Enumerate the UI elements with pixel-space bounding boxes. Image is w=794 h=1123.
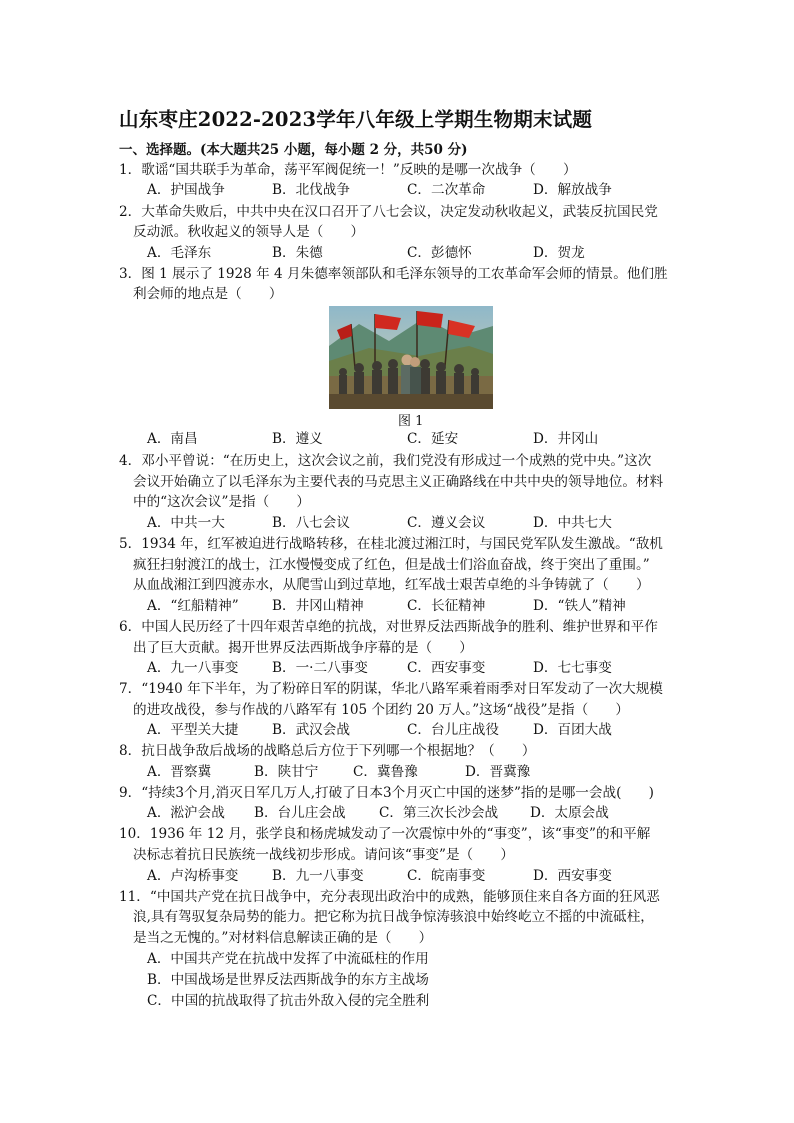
figure-1-caption: 图 1 [398, 414, 424, 429]
option-d: D．百团大战 [533, 722, 612, 738]
section-heading: 一、选择题。(本大题共25 小题，每小题 2 分，共50 分) [119, 142, 468, 158]
option-b: B．朱德 [272, 245, 323, 261]
question-5-stem: 5．1934 年，红军被迫进行战略转移，在桂北渡过湘江时，与国民党军队发生激战。“敌机 [119, 536, 663, 552]
option-b: B．八七会议 [272, 515, 350, 531]
option-a: A．中共一大 [147, 515, 225, 531]
question-2-stem-cont: 反动派。秋收起义的领导人是（ ） [133, 224, 365, 240]
option-c: C．第三次长沙会战 [379, 805, 499, 821]
question-6-stem: 6．中国人民历经了十四年艰苦卓绝的抗战，对世界反法西斯战争的胜利、维护世界和平作 [119, 619, 658, 635]
question-4-stem-cont: 会议开始确立了以毛泽东为主要代表的马克思主义正确路线在中共中央的领导地位。材料 [133, 474, 664, 490]
question-6-stem-cont: 出了巨大贡献。揭开世界反法西斯战争序幕的是（ ） [133, 640, 473, 656]
option-d: D．解放战争 [533, 182, 612, 198]
exam-title: 山东枣庄2022-2023学年八年级上学期生物期末试题 [119, 108, 593, 131]
option-b: B．北伐战争 [272, 182, 350, 198]
question-11-option-a: A．中国共产党在抗战中发挥了中流砥柱的作用 [147, 951, 429, 967]
option-c: C．台儿庄战役 [407, 722, 499, 738]
option-d: D．“铁人”精神 [533, 598, 626, 614]
option-d: D．井冈山 [533, 431, 599, 447]
question-5-stem-cont: 疯狂扫射渡江的战士，江水慢慢变成了红色，但是战士们浴血奋战，终于突出了重围。” [133, 557, 650, 573]
option-a: A．淞沪会战 [147, 805, 225, 821]
question-7-stem-cont: 的进攻战役，参与作战的八路军有 105 个团约 20 万人。”这场“战役”是指（ ） [133, 702, 629, 718]
question-8-stem: 8．抗日战争敌后战场的战略总后方位于下列哪一个根据地？（ ） [119, 743, 536, 759]
question-5-stem-cont2: 从血战湘江到四渡赤水，从爬雪山到过草地，红军战士艰苦卓绝的斗争铸就了（ ） [133, 577, 650, 593]
question-11-stem: 11．“中国共产党在抗日战争中，充分表现出政治中的成熟，能够顶住来自各方面的狂风恶 [119, 889, 660, 905]
question-11-option-c: C．中国的抗战取得了抗击外敌入侵的完全胜利 [147, 993, 430, 1009]
option-a: A．南昌 [147, 431, 198, 447]
option-c: C．遵义会议 [407, 515, 486, 531]
question-7-stem: 7．“1940 年下半年，为了粉碎日军的阴谋，华北八路军乘着雨季对日军发动了一次大规模 [119, 681, 663, 697]
option-c: C．长征精神 [407, 598, 486, 614]
option-b: B．台儿庄会战 [254, 805, 346, 821]
option-a: A．毛泽东 [147, 245, 212, 261]
option-c: C．彭德怀 [407, 245, 472, 261]
option-b: B．陕甘宁 [254, 764, 319, 780]
option-c: C．皖南事变 [407, 868, 486, 884]
option-c: C．西安事变 [407, 660, 486, 676]
question-10-stem-cont: 决标志着抗日民族统一战线初步形成。请问该“事变”是（ ） [133, 847, 514, 863]
option-d: D．中共七大 [533, 515, 612, 531]
option-d: D．晋冀豫 [465, 764, 531, 780]
option-a: A．“红船精神” [147, 598, 239, 614]
option-a: A．护国战争 [147, 182, 225, 198]
option-a: A．晋察冀 [147, 764, 212, 780]
option-d: D．贺龙 [533, 245, 585, 261]
option-d: D．七七事变 [533, 660, 612, 676]
question-11-stem-cont: 浪,具有驾驭复杂局势的能力。把它称为抗日战争惊涛骇浪中始终屹立不摇的中流砥柱， [133, 909, 654, 925]
question-9-stem: 9．“持续3个月,消灭日军几万人,打破了日本3个月灭亡中国的迷梦”指的是哪一会战( ) [119, 785, 654, 801]
question-3-stem: 3．图 1 展示了 1928 年 4 月朱德率领部队和毛泽东领导的工农革命军会师的情景。他们胜 [119, 266, 668, 282]
option-b: B．井冈山精神 [272, 598, 364, 614]
option-c: C．延安 [407, 431, 459, 447]
question-11-option-b: B．中国战场是世界反法西斯战争的东方主战场 [147, 972, 429, 988]
option-b: B．武汉会战 [272, 722, 350, 738]
question-1-stem: 1．歌谣“国共联手为革命，荡平军阀促统一！”反映的是哪一次战争（ ） [119, 162, 577, 178]
option-a: A．卢沟桥事变 [147, 868, 239, 884]
option-b: B．遵义 [272, 431, 323, 447]
option-a: A．九一八事变 [147, 660, 239, 676]
option-b: B．一·二八事变 [272, 660, 368, 676]
option-c: C．冀鲁豫 [353, 764, 418, 780]
question-4-stem-cont2: 中的“这次会议”是指（ ） [133, 494, 311, 510]
option-b: B．九一八事变 [272, 868, 364, 884]
option-c: C．二次革命 [407, 182, 486, 198]
question-11-stem-cont2: 是当之无愧的。”对材料信息解读正确的是（ ） [133, 930, 433, 946]
question-2-stem: 2．大革命失败后，中共中央在汉口召开了八七会议，决定发动秋收起义，武装反抗国民党 [119, 204, 658, 220]
question-10-stem: 10．1936 年 12 月，张学良和杨虎城发动了一次震惊中外的“事变”，该“事变”的和平解 [119, 826, 651, 842]
option-d: D．太原会战 [530, 805, 609, 821]
option-d: D．西安事变 [533, 868, 612, 884]
option-a: A．平型关大捷 [147, 722, 239, 738]
question-3-stem-cont: 利会师的地点是（ ） [133, 286, 283, 302]
figure-1-painting [329, 306, 493, 409]
question-4-stem: 4．邓小平曾说：“在历史上，这次会议之前，我们党没有形成过一个成熟的党中央。”这次 [119, 453, 652, 469]
